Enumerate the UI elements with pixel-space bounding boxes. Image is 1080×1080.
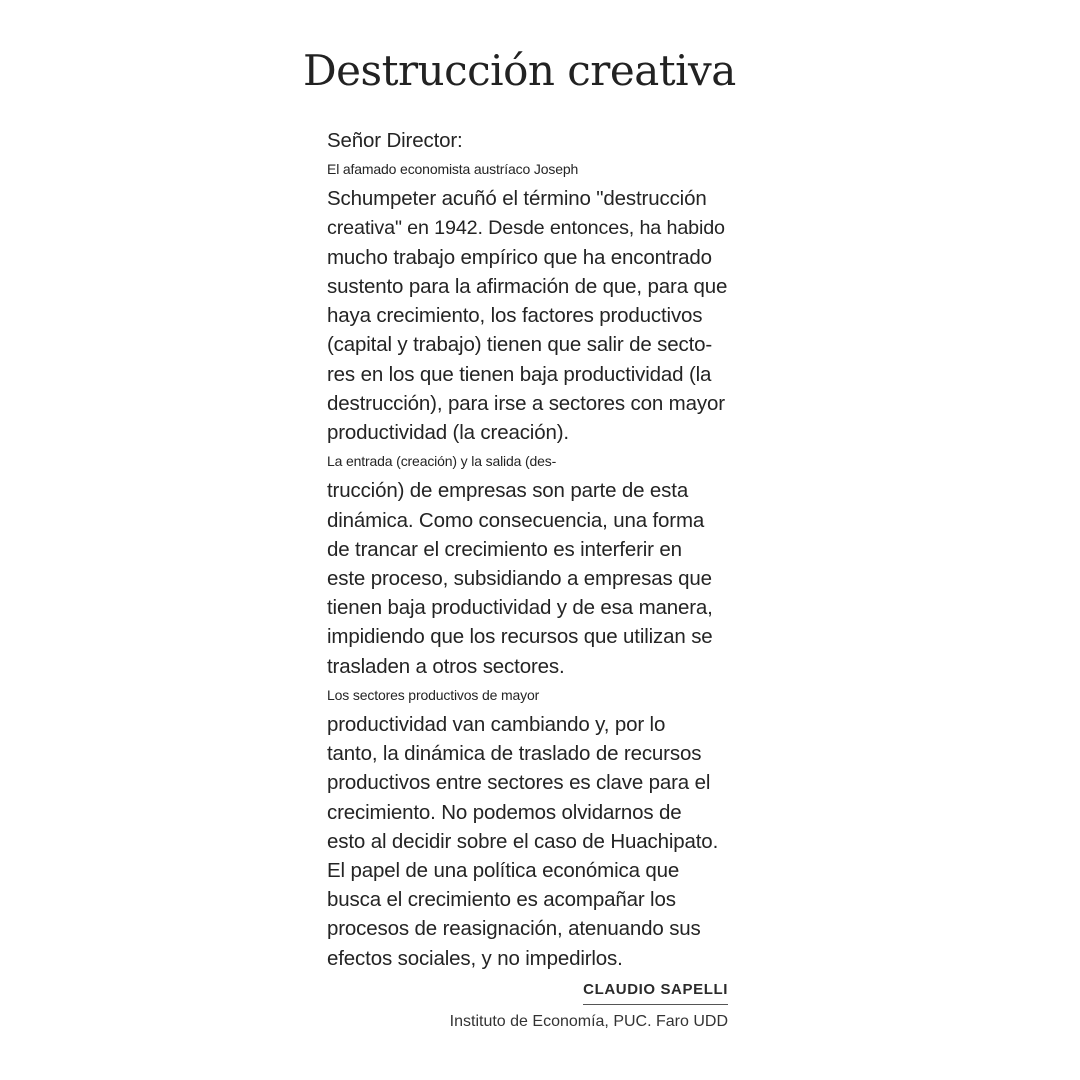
paragraph — [303, 155, 728, 447]
paragraph — [303, 681, 728, 973]
text-line: sustento para la afirmación de que, para que — [327, 275, 728, 299]
signature-block — [303, 981, 728, 1031]
text-line: este proceso, subsidiando a empresas que — [327, 567, 712, 591]
text-line: trasladen a otros sectores. — [327, 654, 565, 678]
text-line: tanto, la dinámica de traslado de recursos — [327, 742, 702, 766]
text-line: El afamado economista austríaco Joseph — [327, 161, 579, 178]
text-line: productividad van cambiando y, por lo — [327, 713, 666, 737]
text-line: esto al decidir sobre el caso de Huachipato. — [327, 829, 719, 853]
text-line: impidiendo que los recursos que utilizan se — [327, 625, 713, 649]
text-line: La entrada (creación) y la salida (des- — [327, 453, 557, 470]
text-line: haya crecimiento, los factores productivos — [327, 304, 703, 328]
text-line: destrucción), para irse a sectores con mayor — [327, 391, 725, 415]
text-line: efectos sociales, y no impedirlos. — [327, 946, 623, 970]
text-line: procesos de reasignación, atenuando sus — [327, 917, 701, 941]
letter-body — [303, 126, 728, 973]
text-line: productivos entre sectores es clave para el — [327, 771, 711, 795]
text-line: tienen baja productividad y de esa manera, — [327, 596, 713, 620]
text-line: productividad (la creación). — [327, 421, 569, 445]
text-line: trucción) de empresas son parte de esta — [327, 479, 689, 503]
author-name: CLAUDIO SAPELLI — [583, 981, 728, 1005]
text-line: crecimiento. No podemos olvidarnos de — [327, 800, 682, 824]
text-line: busca el crecimiento es acompañar los — [327, 888, 676, 912]
text-line: El papel de una política económica que — [327, 859, 680, 883]
text-line: creativa" en 1942. Desde entonces, ha habido — [327, 216, 725, 239]
text-line: de trancar el crecimiento es interferir en — [327, 537, 682, 561]
text-line: mucho trabajo empírico que ha encontrado — [327, 245, 712, 269]
text-line: res en los que tienen baja productividad (la — [327, 362, 712, 386]
letter-to-editor — [303, 42, 736, 1031]
text-line: Los sectores productivos de mayor — [327, 686, 540, 703]
paragraph — [303, 447, 728, 681]
text-line: (capital y trabajo) tienen que salir de secto- — [327, 333, 713, 357]
salutation: Señor Director: — [327, 129, 463, 152]
author-affiliation: Instituto de Economía, PUC. Faro UDD — [449, 1012, 728, 1030]
headline: Destrucción creativa — [303, 46, 736, 95]
text-line: dinámica. Como consecuencia, una forma — [327, 508, 705, 532]
text-line: Schumpeter acuñó el término "destrucción — [327, 187, 707, 211]
